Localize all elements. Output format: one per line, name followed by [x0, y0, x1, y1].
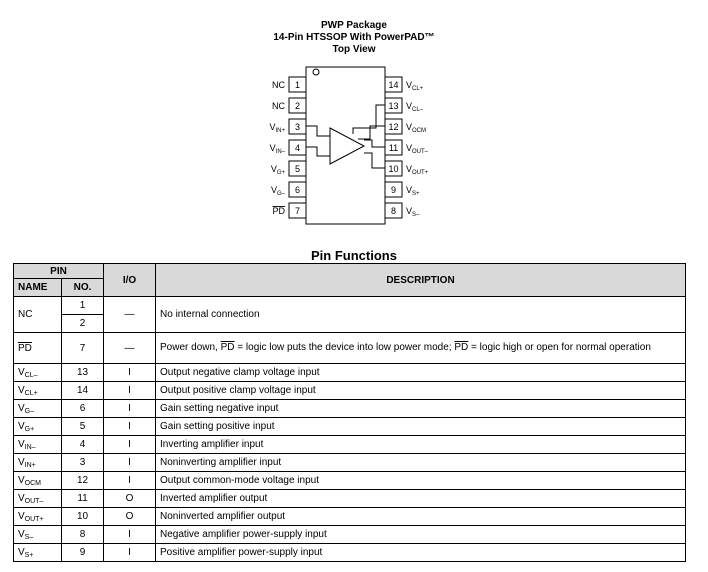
pin-label-main: V — [406, 206, 413, 216]
pin-label-main: V — [269, 122, 276, 132]
cell-name-sub: CL+ — [24, 390, 38, 397]
cell-description: Positive amplifier power-supply input — [156, 544, 686, 562]
table-row — [14, 454, 686, 472]
cell-name-main: V — [18, 367, 25, 378]
pin-label-main: NC — [272, 80, 285, 90]
pin-number: 12 — [388, 122, 399, 132]
pin-functions-table — [13, 263, 686, 562]
cell-no: 13 — [62, 364, 104, 382]
pin-label-sub: IN+ — [275, 128, 285, 134]
pin-label-sub: G– — [276, 191, 285, 197]
pin-label-main: V — [406, 185, 413, 195]
pin-10 — [385, 161, 429, 176]
package-title-line2: 14-Pin HTSSOP With PowerPAD™ — [273, 32, 435, 43]
cell-description: Noninverted amplifier output — [156, 508, 686, 526]
cell-name-sub: OUT– — [24, 498, 44, 505]
package-title-line1: PWP Package — [321, 20, 387, 31]
cell-no: 9 — [62, 544, 104, 562]
ic-body — [306, 67, 385, 224]
table-row — [14, 400, 686, 418]
pin-label — [271, 185, 286, 197]
cell-name — [14, 418, 62, 436]
cell-io: I — [104, 436, 156, 454]
pin-label — [406, 122, 426, 134]
pin-label — [272, 101, 285, 111]
cell-no: 2 — [62, 315, 104, 333]
cell-io: I — [104, 400, 156, 418]
cell-name — [14, 526, 62, 544]
cell-description: Output negative clamp voltage input — [156, 364, 686, 382]
pd-desc-4: $\overline{PD}$ — [454, 342, 469, 353]
pin-4 — [270, 140, 306, 155]
cell-io: — — [104, 333, 156, 364]
cell-name — [14, 333, 62, 364]
cell-name — [14, 490, 62, 508]
cell-name-main: V — [18, 403, 25, 414]
cell-name-sub: OUT+ — [24, 516, 44, 523]
cell-description: No internal connection — [156, 297, 686, 333]
pin-label-sub: OUT+ — [412, 170, 429, 176]
pd-desc-2: $\overline{PD}$ — [220, 342, 235, 353]
pin-7 — [272, 203, 306, 218]
cell-description — [156, 333, 686, 364]
cell-io: I — [104, 364, 156, 382]
pin-number: 10 — [388, 164, 399, 174]
pd-desc-3: = logic low puts the device into low power mode; — [234, 342, 455, 353]
cell-description: Output common-mode voltage input — [156, 472, 686, 490]
cell-name-main: V — [18, 385, 25, 396]
pin-label-main: V — [270, 185, 277, 195]
cell-name-main: V — [18, 457, 25, 468]
cell-io: I — [104, 382, 156, 400]
cell-description: Noninverting amplifier input — [156, 454, 686, 472]
pin-label-sub: OCM — [412, 128, 427, 134]
table-row — [14, 526, 686, 544]
pin-9 — [385, 182, 420, 197]
cell-name-main: V — [18, 439, 25, 450]
table-row — [14, 472, 686, 490]
pin-functions-title: Pin Functions — [311, 248, 397, 263]
pin-label-main: V — [406, 164, 413, 174]
cell-name — [14, 472, 62, 490]
cell-name-sub: S– — [24, 534, 34, 541]
cell-no: 7 — [62, 333, 104, 364]
cell-no: 10 — [62, 508, 104, 526]
table-row — [14, 436, 686, 454]
pin-number: 13 — [388, 101, 399, 111]
cell-name — [14, 544, 62, 562]
cell-name-sub: S+ — [24, 552, 34, 559]
pin-label-sub: IN– — [275, 149, 285, 155]
pd-name: $\overline{PD}$ — [18, 342, 32, 354]
header-description: DESCRIPTION — [156, 264, 686, 297]
cell-description: Gain setting positive input — [156, 418, 686, 436]
pin-label — [406, 80, 424, 92]
cell-io: — — [104, 297, 156, 333]
pin-label-sub: OUT– — [412, 149, 429, 155]
cell-name-main: V — [18, 529, 25, 540]
cell-io: I — [104, 418, 156, 436]
table-header-row — [14, 264, 686, 279]
cell-no: 1 — [62, 297, 104, 315]
right-pin-column — [385, 77, 429, 218]
pin-label-main: V — [270, 164, 277, 174]
pin-label-sub: CL+ — [412, 86, 424, 92]
pin-14 — [385, 77, 424, 92]
pin-label — [271, 164, 286, 176]
cell-name-main: V — [18, 493, 25, 504]
pin-label-main: V — [406, 80, 413, 90]
pin-label — [406, 185, 420, 197]
cell-no: 5 — [62, 418, 104, 436]
pin-number: 11 — [388, 143, 399, 153]
table-row — [14, 364, 686, 382]
pin-label-main: NC — [272, 101, 285, 111]
cell-name — [14, 508, 62, 526]
cell-io: I — [104, 526, 156, 544]
package-title-line3: Top View — [332, 44, 376, 55]
cell-description: Gain setting negative input — [156, 400, 686, 418]
cell-no: 8 — [62, 526, 104, 544]
table-row — [14, 490, 686, 508]
pin-number: 2 — [294, 101, 301, 111]
pin-label-sub: S+ — [412, 191, 420, 197]
pin-label — [406, 206, 420, 218]
pin-2 — [272, 98, 306, 113]
pin-label-sub: CL– — [412, 107, 424, 113]
cell-description: Inverted amplifier output — [156, 490, 686, 508]
cell-name — [14, 436, 62, 454]
pin-label-main: PD — [272, 206, 285, 216]
cell-no: 3 — [62, 454, 104, 472]
pin-5 — [271, 161, 306, 176]
pin-label — [272, 80, 285, 90]
header-name: NAME — [14, 279, 62, 297]
pin-label-main: V — [406, 122, 413, 132]
cell-name-sub: IN– — [24, 444, 36, 451]
cell-io: I — [104, 472, 156, 490]
pin-label — [406, 143, 429, 155]
cell-name-main: V — [18, 475, 25, 486]
cell-no: 4 — [62, 436, 104, 454]
left-pin-column — [269, 77, 306, 218]
pin-label-sub: S– — [412, 212, 420, 218]
cell-description: Negative amplifier power-supply input — [156, 526, 686, 544]
pin-number: 9 — [390, 185, 397, 195]
pin-number: 6 — [294, 185, 301, 195]
cell-io: O — [104, 490, 156, 508]
pin-number: 5 — [294, 164, 301, 174]
cell-name-sub: G– — [24, 408, 35, 415]
cell-io: I — [104, 454, 156, 472]
cell-name-main: V — [18, 547, 25, 558]
cell-description: Inverting amplifier input — [156, 436, 686, 454]
pin-1 — [272, 77, 306, 92]
table-row — [14, 544, 686, 562]
pin-number: 1 — [294, 80, 301, 90]
cell-name-main: V — [18, 421, 25, 432]
pin-11 — [385, 140, 429, 155]
pin-label — [272, 206, 285, 216]
table-row — [14, 297, 686, 315]
cell-description: Output positive clamp voltage input — [156, 382, 686, 400]
pin-number: 4 — [294, 143, 301, 153]
cell-name — [14, 454, 62, 472]
header-pin: PIN — [14, 264, 104, 279]
pin-6 — [271, 182, 306, 197]
cell-name-sub: CL– — [24, 372, 38, 379]
cell-name — [14, 364, 62, 382]
header-no: NO. — [62, 279, 104, 297]
table-row — [14, 508, 686, 526]
pin-number: 8 — [390, 206, 397, 216]
pin-13 — [385, 98, 424, 113]
pin-label-main: V — [406, 143, 413, 153]
pin-number: 3 — [294, 122, 301, 132]
pin-label — [269, 122, 285, 134]
cell-no: 12 — [62, 472, 104, 490]
cell-name — [14, 382, 62, 400]
cell-name: NC — [14, 297, 62, 333]
ic-package-diagram — [0, 0, 708, 240]
table-row — [14, 418, 686, 436]
pin-number: 7 — [294, 206, 301, 216]
pin-label — [270, 143, 286, 155]
cell-no: 6 — [62, 400, 104, 418]
pd-desc-1: Power down, — [160, 342, 221, 353]
header-io: I/O — [104, 264, 156, 297]
cell-no: 11 — [62, 490, 104, 508]
cell-name-sub: G+ — [24, 426, 35, 433]
pin-label-main: V — [406, 101, 413, 111]
table-row — [14, 333, 686, 364]
pin-12 — [385, 119, 426, 134]
pin-label — [406, 101, 424, 113]
pin-label-sub: G+ — [276, 170, 285, 176]
pin-number: 14 — [388, 80, 399, 90]
pin-8 — [385, 203, 420, 218]
cell-io: I — [104, 544, 156, 562]
pin-3 — [269, 119, 306, 134]
cell-name — [14, 400, 62, 418]
cell-io: O — [104, 508, 156, 526]
cell-no: 14 — [62, 382, 104, 400]
table-row — [14, 382, 686, 400]
cell-name-sub: OCM — [24, 480, 42, 487]
cell-name-main: V — [18, 511, 25, 522]
pd-desc-5: = logic high or open for normal operation — [468, 342, 651, 353]
cell-name-sub: IN+ — [24, 462, 36, 469]
pin-label-main: V — [269, 143, 276, 153]
pin-label — [406, 164, 429, 176]
